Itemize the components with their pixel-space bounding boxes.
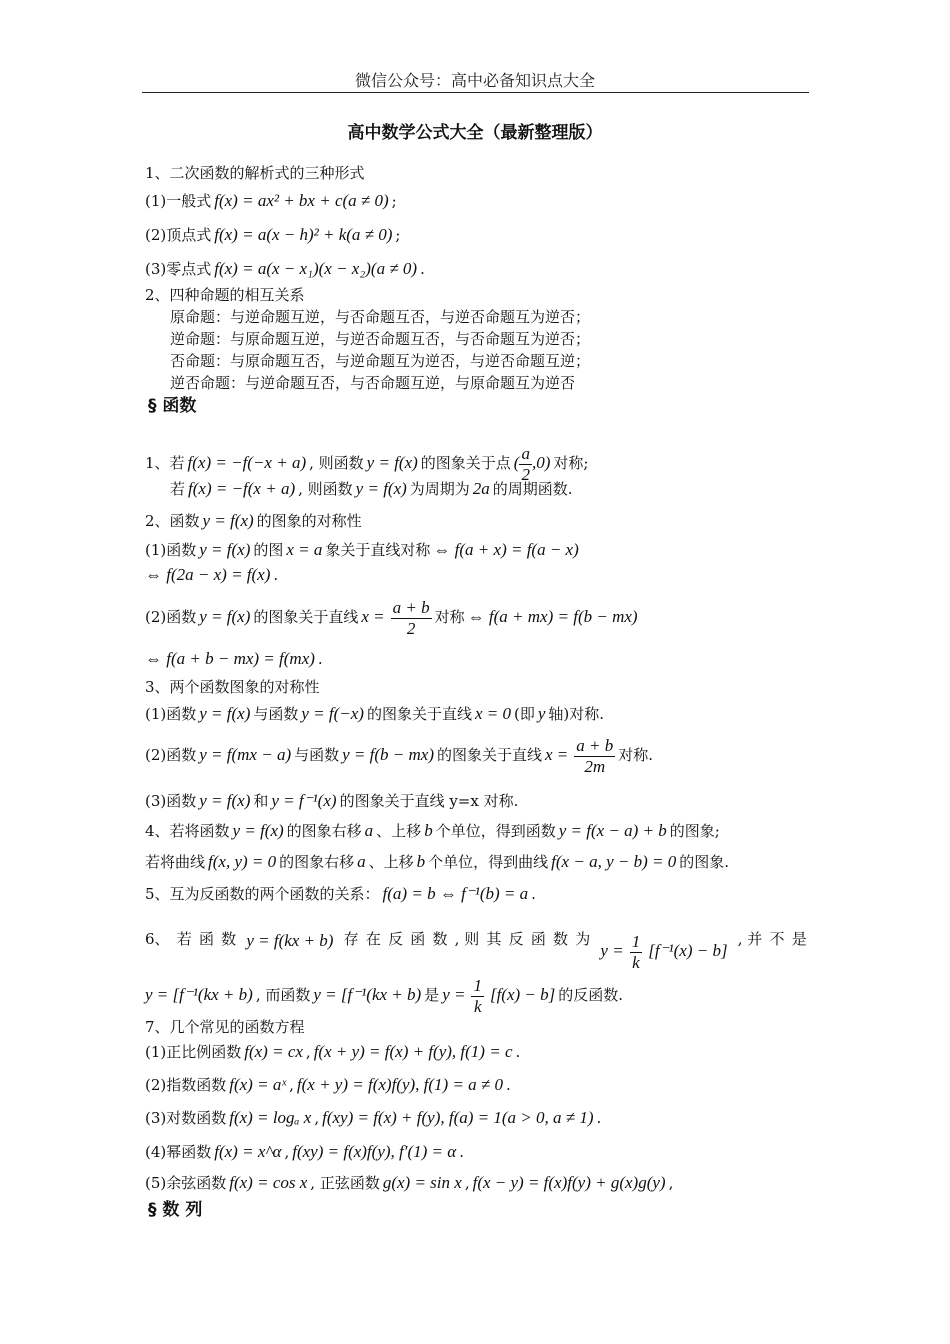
formula: y = f(x) [232, 821, 284, 840]
function-item-3-1 [145, 705, 604, 722]
formula: y = f⁻¹(x) [271, 791, 337, 810]
formula: ⇔ f(2a − x) = f(x) [145, 565, 271, 584]
text: (2)指数函数 [145, 1076, 227, 1094]
formula: f(x + y) = f(x) + f(y), f(1) = c [313, 1042, 513, 1061]
formula: y = f(x) [199, 704, 251, 723]
formula: b [424, 821, 433, 840]
text: 是 [424, 986, 440, 1005]
quadratic-heading: 1、二次函数的解析式的三种形式 [145, 164, 365, 182]
text: 个单位，得到曲线 [428, 853, 549, 871]
function-item-7-heading: 7、几个常见的函数方程 [145, 1018, 305, 1036]
text: (1)正比例函数 [145, 1043, 242, 1061]
formula: ,0) [531, 453, 551, 473]
function-item-2-2b [145, 650, 323, 667]
text: 函 [530, 930, 546, 948]
formula: x = a [286, 540, 323, 559]
formula: y = f(−x) [301, 704, 364, 723]
text: 数 [432, 930, 448, 948]
quadratic-vertex-form [145, 226, 400, 243]
text: 若 [170, 480, 186, 498]
punct: . [273, 566, 279, 584]
formula: y = f(x − a) + b [558, 821, 667, 840]
formula: f(x) = −f(x + a) [188, 479, 296, 498]
propositions-heading: 2、四种命题的相互关系 [145, 286, 305, 304]
page-header: 微信公众号：高中必备知识点大全 [354, 71, 595, 90]
text: 的图象关于直线 [253, 608, 359, 627]
text: , 则函数 [309, 454, 364, 473]
text: 若将曲线 [145, 853, 206, 871]
text: 的图 [253, 541, 284, 559]
punct: , [289, 1076, 294, 1094]
punct: , [464, 1174, 470, 1192]
denominator: 2 [406, 618, 416, 638]
text: 象关于直线对称 [325, 541, 431, 559]
text: 反 [388, 930, 404, 948]
text: 函 [198, 930, 214, 948]
formula: x = [361, 607, 385, 627]
denominator: k [632, 952, 640, 972]
text: (2)函数 [145, 608, 197, 627]
formula: f(x) = cx [244, 1042, 303, 1061]
fraction [391, 598, 432, 638]
text: , 并 [737, 930, 763, 948]
text: 6、 [145, 930, 170, 948]
formula: x = 0 [474, 704, 512, 723]
header-rule [142, 92, 809, 93]
text: 是 [791, 930, 807, 948]
text: (1)函数 [145, 705, 197, 723]
text: 数 [553, 930, 569, 948]
formula: y [537, 704, 546, 723]
text: (4)幂函数 [145, 1143, 212, 1161]
formula: f(x) = aˣ [229, 1075, 287, 1094]
quadratic-general-form [145, 192, 397, 209]
numerator: a + b [392, 598, 430, 617]
formula: f(x) = cos x [229, 1173, 308, 1192]
punct: . [506, 1076, 511, 1094]
formula: f(x) = x^α [214, 1142, 282, 1161]
text: 的图象右移 [286, 822, 362, 840]
punct: . [317, 650, 323, 668]
text: 4、若将函数 [145, 822, 230, 840]
function-equation-3 [145, 1109, 601, 1126]
function-item-4b [145, 853, 729, 870]
formula: y = f(x) [366, 453, 418, 473]
formula: y = f(x) [199, 607, 251, 627]
formula: y = f(x) [199, 791, 251, 810]
text: 1、若 [145, 454, 185, 473]
function-equation-2 [145, 1076, 511, 1093]
fraction [630, 932, 643, 972]
text: 的图象的对称性 [256, 512, 362, 530]
text: 的图象; [669, 822, 720, 840]
numerator: 1 [631, 932, 641, 951]
text: , 则函数 [298, 480, 353, 498]
formula: y = [600, 941, 624, 961]
function-item-2-1b [145, 566, 278, 583]
proposition-line: 逆命题：与原命题互逆，与逆否命题互否，与否命题互为逆否； [170, 330, 591, 348]
function-item-6a [145, 932, 807, 972]
text: 的图象关于点 [420, 454, 511, 473]
text: 和 [253, 792, 269, 810]
formula: y = f(x) [355, 479, 407, 498]
formula: f(a) = b ⇔ f⁻¹(b) = a [382, 884, 529, 903]
formula: 2a [472, 479, 490, 498]
function-item-3-heading: 3、两个函数图象的对称性 [145, 678, 320, 696]
formula: f(x − a, y − b) = 0 [551, 852, 677, 871]
formula: y = [f⁻¹(kx + b) [145, 985, 253, 1005]
label: (3)零点式 [145, 260, 212, 278]
function-item-1b [170, 480, 573, 497]
formula: y = f(x) [202, 511, 254, 530]
function-equation-5 [145, 1174, 673, 1191]
formula: f(x, y) = 0 [208, 852, 277, 871]
function-equation-4 [145, 1143, 464, 1160]
formula: y = f(kx + b) [246, 931, 334, 950]
punct: . [531, 885, 536, 903]
text: 个单位，得到函数 [435, 822, 556, 840]
formula: ( [513, 453, 520, 473]
punct: , [668, 1174, 674, 1192]
formula: f(x) = −f(−x + a) [187, 453, 307, 473]
formula: g(x) = sin x [382, 1173, 462, 1192]
formula: ⇔ f(a + x) = f(a − x) [433, 540, 579, 559]
text: (即 [514, 705, 535, 723]
text: 、上移 [368, 853, 414, 871]
denominator: k [473, 996, 482, 1016]
text: 与函数 [294, 746, 340, 765]
punct: ; [395, 226, 401, 244]
formula: f(x + y) = f(x)f(y), f(1) = a ≠ 0 [296, 1075, 504, 1094]
label: (2)顶点式 [145, 226, 212, 244]
text: (3)函数 [145, 792, 197, 810]
text: 为 [575, 930, 591, 948]
punct: . [459, 1143, 464, 1161]
text: 的图象关于直线 [436, 746, 542, 765]
text: 轴)对称. [548, 705, 605, 723]
numerator: 1 [473, 976, 482, 995]
formula: [f(x) − b] [489, 985, 556, 1005]
function-item-3-2 [145, 736, 653, 776]
formula: y = [442, 985, 466, 1005]
punct: , [305, 1043, 311, 1061]
punct: . [515, 1043, 521, 1061]
proposition-line: 原命题：与逆命题互逆，与否命题互否，与逆否命题互为逆否； [170, 308, 591, 326]
function-section-heading: § 函数 [148, 396, 197, 416]
function-item-4a [145, 822, 720, 839]
fraction [519, 444, 532, 484]
punct: . [596, 1109, 602, 1127]
formula: f(x) = a(x − h)² + k(a ≠ 0) [214, 225, 393, 244]
formula: ⇔ f(a + mx) = f(b − mx) [467, 607, 638, 627]
numerator: a + b [576, 736, 614, 755]
formula: f(xy) = f(x) + f(y), f(a) = 1(a > 0, a ≠ 1) [322, 1108, 594, 1127]
proposition-line: 逆否命题：与逆命题互否，与否命题互逆，与原命题互为逆否 [170, 374, 576, 392]
formula: a [364, 821, 374, 840]
numerator: a [521, 444, 530, 463]
formula: f(xy) = f(x)f(y), f′(1) = α [292, 1142, 457, 1161]
function-item-2-1 [145, 541, 582, 558]
text: 的反函数. [558, 986, 624, 1005]
formula: y = [f⁻¹(kx + b) [313, 985, 422, 1005]
page-title: 高中数学公式大全（最新整理版） [347, 123, 603, 143]
proposition-line: 否命题：与原命题互否，与逆命题互为逆否，与逆否命题互逆； [170, 352, 591, 370]
punct: . [420, 260, 425, 278]
function-item-3-3 [145, 792, 518, 809]
text: 的周期函数. [492, 480, 573, 498]
punct: , [284, 1143, 290, 1161]
formula: b [416, 852, 426, 871]
formula: y = f(x) [199, 540, 251, 559]
fraction [574, 736, 615, 776]
text: 不 [769, 930, 785, 948]
text: (2)函数 [145, 746, 197, 765]
formula: f(x) = a(x − x₁)(x − x₂)(a ≠ 0) [214, 259, 418, 278]
function-item-6b [145, 976, 623, 1016]
text: (1)函数 [145, 541, 197, 559]
function-equation-1 [145, 1043, 520, 1060]
text: 的图象右移 [279, 853, 355, 871]
function-item-2-heading [145, 512, 362, 529]
text: 、上移 [376, 822, 422, 840]
quadratic-zero-form [145, 260, 425, 277]
text: (5)余弦函数 [145, 1174, 227, 1192]
formula: ⇔ f(a + b − mx) = f(mx) [145, 649, 315, 668]
function-item-2-2 [145, 598, 641, 638]
text: 2、函数 [145, 512, 200, 530]
text: 若 [176, 930, 192, 948]
text: 数 [221, 930, 237, 948]
text: 的图象. [679, 853, 730, 871]
fraction [471, 976, 484, 1016]
text: 的图象关于直线 y=x 对称. [339, 792, 519, 810]
text: 在 [365, 930, 381, 948]
text: , 而函数 [255, 986, 311, 1005]
text: 5、互为反函数的两个函数的关系： [145, 885, 380, 903]
text: 与函数 [253, 705, 299, 723]
text: , 则 [454, 930, 480, 948]
formula: x = [545, 745, 569, 765]
function-item-5 [145, 885, 536, 902]
text: 为周期为 [409, 480, 470, 498]
denominator: 2 [521, 464, 530, 484]
text: 反 [508, 930, 524, 948]
text: 对称. [618, 746, 654, 765]
label: (1)一般式 [145, 192, 212, 210]
denominator: 2m [584, 756, 606, 776]
punct: ; [391, 192, 397, 210]
formula: f(x) = ax² + bx + c(a ≠ 0) [214, 191, 389, 210]
formula: a [357, 852, 366, 871]
formula: [f⁻¹(x) − b] [648, 941, 728, 961]
punct: , [314, 1109, 320, 1127]
text: , 正弦函数 [310, 1174, 380, 1192]
text: (3)对数函数 [145, 1109, 227, 1127]
fraction-expression [597, 932, 730, 972]
text: 的图象关于直线 [366, 705, 472, 723]
text: 函 [410, 930, 426, 948]
formula: y = f(mx − a) [199, 745, 292, 765]
text: 对称 [434, 608, 465, 627]
formula: f(x) = logₐ x [229, 1108, 312, 1127]
formula: f(x − y) = f(x)f(y) + g(x)g(y) [472, 1173, 666, 1192]
text: 存 [343, 930, 359, 948]
text: 其 [486, 930, 502, 948]
text: 对称; [553, 454, 589, 473]
formula: y = f(b − mx) [342, 745, 434, 765]
sequence-section-heading: § 数 列 [148, 1200, 203, 1220]
